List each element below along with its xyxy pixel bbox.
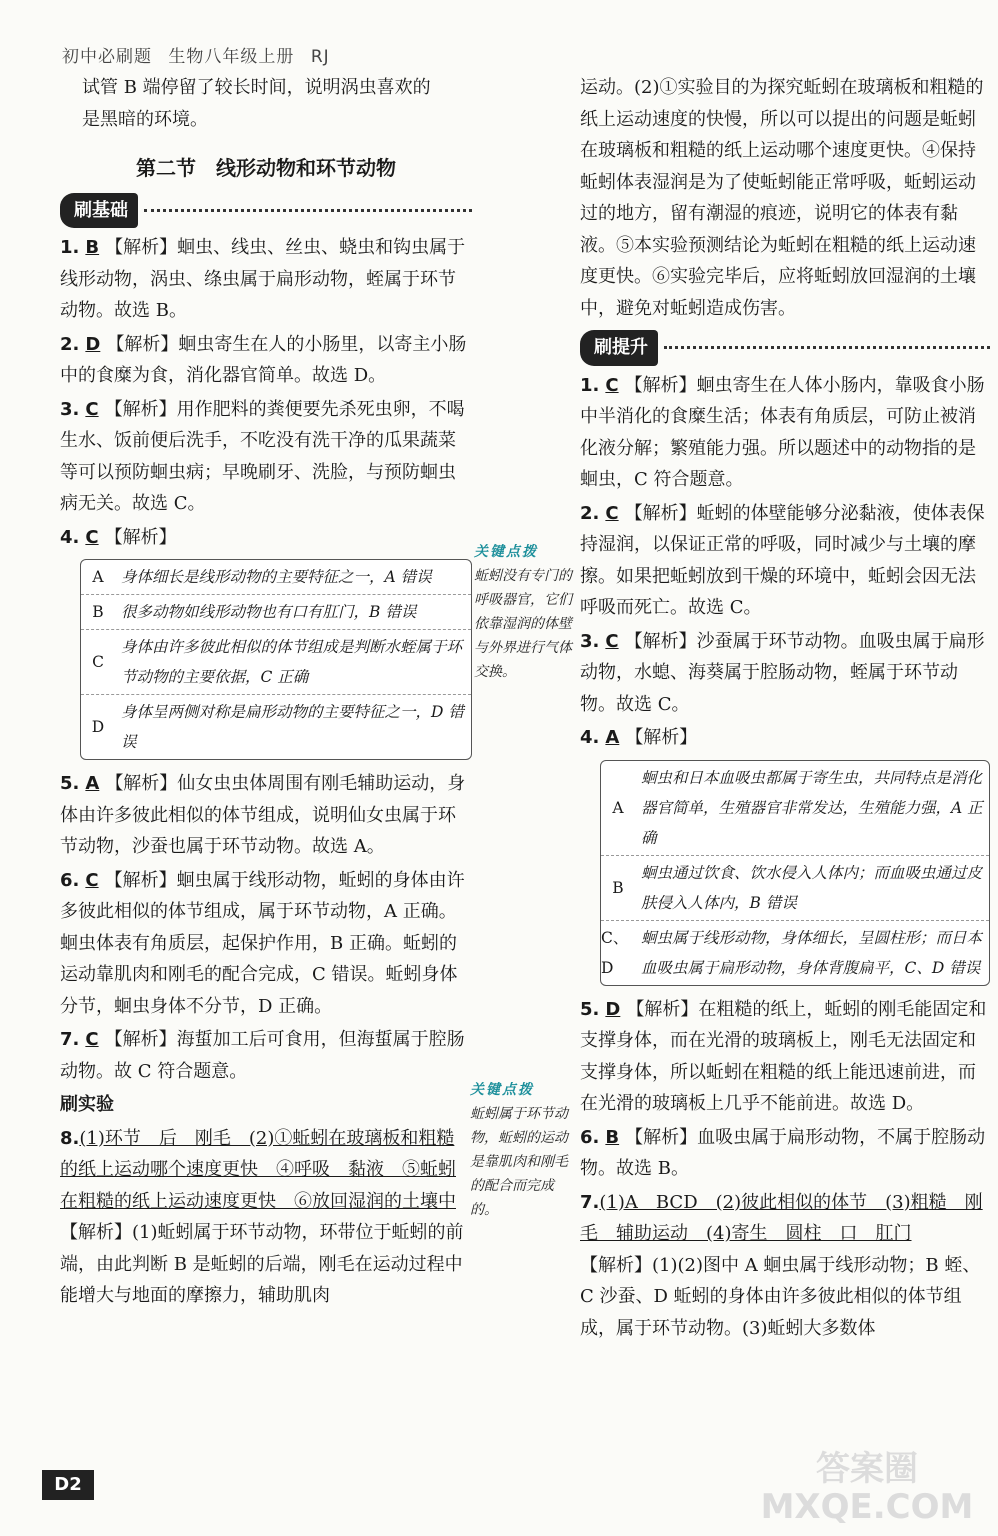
table-row: C、D 蛔虫属于线形动物，身体细长，呈圆柱形；而日本血吸虫属于扁形动物，身体背腹扁平，C、D 错误 — [601, 928, 983, 977]
answer-letter: C — [85, 526, 99, 548]
table-row: B 很多动物如线形动物也有口有肛门，B 错误 — [81, 595, 471, 630]
answer-letter: B — [85, 237, 100, 258]
answer-letter: D — [85, 333, 101, 355]
side-note-text: 蚯蚓没有专门的呼吸器官，它们依靠湿润的体壁与外界进行气体交换。 — [474, 568, 572, 680]
badge-basic-label: 刷基础 — [60, 193, 138, 229]
question-5: 5. A 【解析】仙女虫虫体周围有刚毛辅助运动，身体由许多彼此相似的体节组成，说明仙女虫属于环节动物，沙蚕也属于环节动物。故选 A。 — [60, 773, 466, 857]
table-row: A 身体细长是线形动物的主要特征之一，A 错误 — [81, 560, 471, 595]
question-8: 8.(1)环节 后 刚毛 (2)①蚯蚓在玻璃板和粗糙的纸上运动哪个速度更快 ④呼吸 黏液 ⑤蚯蚓在粗糙的纸上运动速度更快 ⑥放回湿润的土壤中 — [60, 1127, 456, 1212]
table-row: C 身体由许多彼此相似的体节组成是判断水蛭属于环节动物的主要依据，C 正确 — [81, 630, 471, 695]
left-column — [60, 72, 472, 1312]
answer-letter: A — [605, 727, 620, 748]
side-note-1 — [474, 540, 578, 684]
explanation-table-4 — [80, 559, 472, 760]
question-6: 6. C 【解析】蛔虫属于线形动物，蚯蚓的身体由许多彼此相似的体节组成，属于环节动物，A 正确。蛔虫体表有角质层，起保护作用，B 正确。蚯蚓的运动靠肌肉和刚毛的配合完成，C 错误。蚯蚓身体分节，蛔虫身体不分节，D 正确。 — [60, 869, 465, 1017]
badge-basic — [60, 193, 472, 229]
table-row: D 身体呈两侧对称是扁形动物的主要特征之一，D 错误 — [91, 703, 464, 751]
intro-line-2: 是黑暗的环境。 — [82, 108, 208, 130]
answer-letter: C — [85, 1029, 99, 1050]
answer-letter: B — [605, 1126, 620, 1148]
edition-label: RJ — [310, 47, 330, 67]
experiment-heading: 刷实验 — [60, 1094, 114, 1115]
question-r2: 2. C 【解析】蚯蚓的体壁能够分泌黏液，使体表保持湿润，以保证正常的呼吸，同时减少与土壤的摩擦。如果把蚯蚓放到干燥的环境中，蚯蚓会因无法呼吸而死亡。故选 C。 — [580, 502, 985, 618]
answer-letter: C — [605, 630, 619, 652]
badge-advance-label: 刷提升 — [580, 330, 658, 366]
question-1: 1. B 【解析】蛔虫、线虫、丝虫、蛲虫和钩虫属于线形动物，涡虫、绦虫属于扁形动物，蛭属于环节动物。故选 B。 — [60, 237, 466, 321]
question-r4: 4. A 【解析】 — [580, 727, 698, 748]
answer-letter: C — [85, 398, 99, 420]
answer-letter: A — [85, 773, 100, 794]
table-row: B 蛔虫通过饮食、饮水侵入人体内；而血吸虫通过皮肤侵入人体内，B 错误 — [601, 856, 989, 921]
page-number: D2 — [42, 1470, 94, 1500]
explanation-table-r4 — [600, 760, 990, 986]
right-column — [580, 72, 990, 1344]
answer-text: (1)A BCD (2)彼此相似的体节 (3)粗糙 刚毛 辅助运动 (4)寄生 圆柱 口 肛门 — [580, 1191, 983, 1244]
table-row: A 蛔虫和日本血吸虫都属于寄生虫，共同特点是消化器官简单，生殖器官非常发达，生殖能力强，A 正确 — [601, 761, 989, 856]
question-r7-analysis: 【解析】(1)(2)图中 A 蛔虫属于线形动物；B 蛭、C 沙蚕、D 蚯蚓的身体由许多彼此相似的体节组成，属于环节动物。(3)蚯蚓大多数体 — [580, 1254, 981, 1339]
dotted-rule — [144, 209, 472, 212]
answer-letter: C — [85, 869, 99, 891]
continued-analysis: 运动。(2)①实验目的为探究蚯蚓在玻璃板和粗糙的纸上运动速度的快慢，所以可以提出的问题是蚯蚓在玻璃板和粗糙的纸上运动哪个速度更快。④保持蚯蚓体表湿润是为了使蚯蚓能正常呼吸，蚯蚓运动过的地方，留有潮湿的痕迹，说明它的体表有黏液。⑤本实验预测结论为蚯蚓在粗糙的纸上运动速度更快。⑥实验完毕后，应将蚯蚓放回湿润的土壤中，避免对蚯蚓造成伤害。 — [580, 77, 984, 319]
section-title: 第二节 线形动物和环节动物 — [136, 156, 396, 180]
question-8-analysis: 【解析】(1)蚯蚓属于环节动物，环带位于蚯蚓的前端，由此判断 B 是蚯蚓的后端，刚毛在运动过程中能增大与地面的摩擦力，辅助肌肉 — [60, 1222, 464, 1306]
book-title: 初中必刷题 — [62, 47, 152, 67]
side-note-title: 关键点拨 — [470, 1082, 534, 1098]
answer-letter: C — [605, 502, 619, 524]
question-2: 2. D 【解析】蛔虫寄生在人的小肠里，以寄主小肠中的食糜为食，消化器官简单。故选 D。 — [60, 333, 467, 386]
answer-text: (1)环节 后 刚毛 (2)①蚯蚓在玻璃板和粗糙的纸上运动哪个速度更快 ④呼吸 黏液 ⑤蚯蚓在粗糙的纸上运动速度更快 ⑥放回湿润的土壤中 — [60, 1127, 456, 1212]
question-4: 4. C 【解析】 — [60, 526, 177, 548]
question-3: 3. C 【解析】用作肥料的粪便要先杀死虫卵，不喝生水、饭前便后洗手，不吃没有洗干净的瓜果蔬菜等可以预防蛔虫病；早晚刷牙、洗脸，与预防蛔虫病无关。故选 C。 — [60, 398, 465, 514]
question-7: 7. C 【解析】海蜇加工后可食用，但海蜇属于腔肠动物。故 C 符合题意。 — [60, 1029, 465, 1082]
dotted-rule — [664, 346, 990, 349]
question-r7: 7.(1)A BCD (2)彼此相似的体节 (3)粗糙 刚毛 辅助运动 (4)寄生 圆柱 口 肛门 — [580, 1191, 983, 1244]
watermark-logo: 答案圈 MXQE.COM — [760, 1449, 974, 1527]
answer-letter: C — [605, 374, 619, 396]
side-note-title: 关键点拨 — [474, 544, 538, 560]
side-note-2 — [470, 1078, 574, 1222]
page-header — [62, 42, 340, 67]
intro-line-1: 试管 B 端停留了较长时间，说明涡虫喜欢的 — [82, 77, 431, 98]
question-r1: 1. C 【解析】蛔虫寄生在人体小肠内，靠吸食小肠中半消化的食糜生活；体表有角质层，可防止被消化液分解；繁殖能力强。所以题述中的动物指的是蛔虫，C 符合题意。 — [580, 374, 985, 490]
question-r3: 3. C 【解析】沙蚕属于环节动物。血吸虫属于扁形动物，水螅、海葵属于腔肠动物，蛭属于环节动物。故选 C。 — [580, 630, 985, 715]
badge-advance — [580, 330, 990, 366]
subject-title: 生物八年级上册 — [168, 47, 295, 67]
side-note-text: 蚯蚓属于环节动物，蚯蚓的运动是靠肌肉和刚毛的配合而完成的。 — [470, 1106, 568, 1218]
question-r5: 5. D 【解析】在粗糙的纸上，蚯蚓的刚毛能固定和支撑身体，而在光滑的玻璃板上，刚毛无法固定和支撑身体，所以蚯蚓在粗糙的纸上能迅速前进，而在光滑的玻璃板上几乎不能前进。故选 D。 — [580, 998, 987, 1114]
question-r6: 6. B 【解析】血吸虫属于扁形动物，不属于腔肠动物。故选 B。 — [580, 1126, 986, 1179]
answer-letter: D — [605, 998, 621, 1020]
